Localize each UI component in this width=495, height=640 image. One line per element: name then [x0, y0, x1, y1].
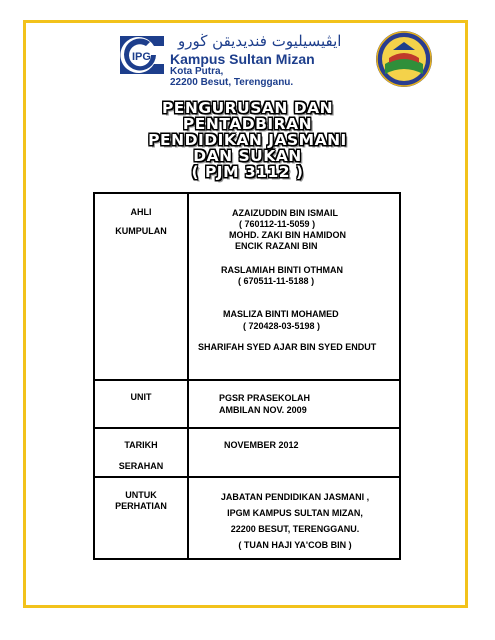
- table-row-divider: [95, 476, 399, 478]
- member-id: ( 670511-11-5188 ): [238, 276, 315, 286]
- jawi-institute-name: ايڤيسيليوت فنديديقن ڬورو: [178, 32, 342, 50]
- info-table: [93, 192, 401, 560]
- document-title: [90, 100, 405, 180]
- table-row-divider: [95, 427, 399, 429]
- member-id: ( 720428-03-5198 ): [243, 321, 321, 331]
- submission-date: NOVEMBER 2012: [224, 440, 299, 450]
- title-line-4: DAN SUKAN: [193, 147, 302, 165]
- attention-line: JABATAN PENDIDIKAN JASMANI ,: [220, 492, 370, 502]
- attention-line: ( TUAN HAJI YA'COB BIN ): [238, 540, 352, 550]
- member-id: ( 760112-11-5059 ): [239, 219, 316, 229]
- member-name: ENCIK RAZANI BIN: [235, 241, 318, 251]
- title-line-3: PENDIDIKAN JASMANI: [148, 131, 347, 149]
- campus-address: [170, 66, 293, 88]
- label-tarikh: TARIKH: [124, 440, 158, 450]
- address-line-2: 22200 Besut, Terengganu.: [170, 77, 294, 88]
- table-row-divider: [95, 379, 399, 381]
- unit-intake: AMBILAN NOV. 2009: [219, 405, 307, 415]
- member-name: SHARIFAH SYED AJAR BIN SYED ENDUT: [198, 342, 377, 352]
- label-serahan: SERAHAN: [118, 461, 164, 471]
- member-name: AZAIZUDDIN BIN ISMAIL: [232, 208, 338, 218]
- ipg-logo-icon: [110, 32, 170, 78]
- label-ahli: AHLI: [130, 207, 152, 217]
- title-line-5: ( PJM 3112 ): [191, 163, 304, 181]
- address-line-1: Kota Putra,: [170, 66, 224, 77]
- label-untuk: UNTUK: [125, 490, 157, 500]
- member-name: RASLAMIAH BINTI OTHMAN: [221, 265, 343, 275]
- label-perhatian: PERHATIAN: [115, 501, 167, 511]
- table-column-divider: [187, 194, 189, 558]
- unit-value: PGSR PRASEKOLAH: [219, 393, 311, 403]
- attention-line: 22200 BESUT, TERENGGANU.: [230, 524, 360, 534]
- title-line-2: PENTADBIRAN: [182, 115, 313, 133]
- campus-seal-icon: [375, 30, 433, 88]
- member-name: MASLIZA BINTI MOHAMED: [223, 309, 339, 319]
- title-line-1: PENGURUSAN DAN: [161, 99, 334, 117]
- attention-line: IPGM KAMPUS SULTAN MIZAN,: [227, 508, 363, 518]
- logo-text: IPG: [132, 51, 151, 63]
- member-name: MOHD. ZAKI BIN HAMIDON: [229, 230, 346, 240]
- label-unit: UNIT: [130, 392, 152, 402]
- campus-name: Kampus Sultan Mizan: [170, 51, 315, 67]
- label-kumpulan: KUMPULAN: [115, 226, 167, 236]
